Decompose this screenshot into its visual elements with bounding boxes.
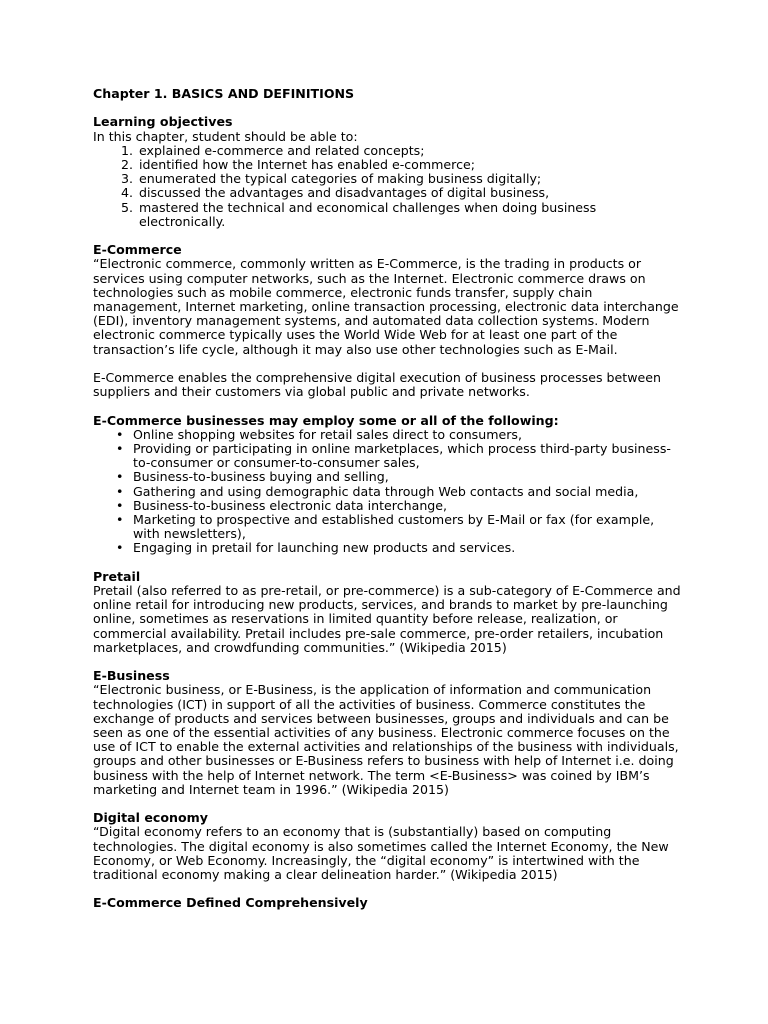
list-item bbox=[93, 428, 683, 442]
pretail-paragraph: Pretail (also referred to as pre-retail, or pre-commerce) is a sub-category of E-Commerce and online retail for introducing new products, services, and brands to market by pre-launching online, sometimes as reservations in limited quantity before release, realization, or commercial availability. Pretail includes pre-sale commerce, pre-order retailers, incubation marketplaces, and crowdfunding communities.” (Wikipedia 2015) bbox=[93, 583, 681, 655]
bullet-icon: • bbox=[116, 469, 124, 485]
spacer bbox=[93, 882, 683, 896]
list-item bbox=[93, 485, 683, 499]
ebusiness-heading: E-Business bbox=[93, 668, 170, 684]
digital-economy-heading: Digital economy bbox=[93, 810, 208, 826]
objective-item bbox=[93, 158, 683, 172]
ecommerce-paragraph-1: “Electronic commerce, commonly written as E-Commerce, is the trading in products or services using computer networks, such as the Internet. Electronic commerce draws on technologies such as mobile commerce, electronic funds transfer, supply chain management, Internet marketing, online transaction processing, electronic data interchange (EDI), inventory management systems, and automated data collection systems. Modern electronic commerce typically uses the World Wide Web for at least one part of the transaction’s life cycle, although it may also use other technologies such as E-Mail. bbox=[93, 256, 679, 357]
ecommerce-defined-heading: E-Commerce Defined Comprehensively bbox=[93, 895, 368, 911]
learning-objectives-intro: In this chapter, student should be able to: bbox=[93, 128, 358, 144]
bullet-icon: • bbox=[116, 441, 124, 457]
digital-economy-paragraph: “Digital economy refers to an economy that is (substantially) based on computing technologies. The digital economy is also sometimes called the Internet Economy, the New Economy, or Web Economy. Increasingly, the “digital economy” is intertwined with the traditional economy making a clear delineation harder.” (Wikipedia 2015) bbox=[93, 824, 669, 883]
pretail-heading: Pretail bbox=[93, 568, 141, 584]
item-number: 5. bbox=[120, 199, 133, 215]
document-page bbox=[93, 87, 683, 911]
objective-item bbox=[93, 144, 683, 158]
bullet-icon: • bbox=[116, 497, 124, 513]
item-text: mastered the technical and economical challenges when doing business electronically. bbox=[139, 199, 597, 229]
item-number: 4. bbox=[120, 185, 133, 201]
list-item bbox=[93, 499, 683, 513]
item-number: 2. bbox=[120, 157, 133, 172]
learning-objectives-list bbox=[93, 144, 683, 229]
objective-item bbox=[93, 172, 683, 186]
bullet-icon: • bbox=[116, 483, 124, 499]
item-text: explained e-commerce and related concepts; bbox=[139, 142, 425, 158]
bullet-icon: • bbox=[116, 540, 124, 556]
item-number: 3. bbox=[120, 171, 133, 187]
bullet-icon: • bbox=[116, 512, 124, 528]
item-text: identified how the Internet has enabled e-commerce; bbox=[139, 157, 475, 172]
businesses-heading: E-Commerce businesses may employ some or all of the following: bbox=[93, 412, 559, 428]
spacer bbox=[93, 655, 683, 669]
ebusiness-paragraph: “Electronic business, or E-Business, is the application of information and communication technologies (ICT) in support of all the activities of business. Commerce constitutes the exchange of products and services between businesses, groups and individuals and can be seen as one of the essential activities of any business. Electronic commerce focuses on the use of ICT to enable the external activities and relationships of the business with individuals, groups and other businesses or E-Business refers to business with help of Internet i.e. doing business with the help of Internet network. The term <E-Business> was coined by IBM’s marketing and Internet team in 1996.” (Wikipedia 2015) bbox=[93, 682, 679, 797]
spacer bbox=[93, 556, 683, 570]
objective-item bbox=[93, 186, 683, 200]
item-text: Business-to-business buying and selling, bbox=[133, 469, 389, 485]
item-text: Engaging in pretail for launching new products and services. bbox=[133, 540, 516, 556]
spacer bbox=[93, 357, 683, 371]
list-item bbox=[93, 470, 683, 484]
spacer bbox=[93, 229, 683, 243]
businesses-list bbox=[93, 428, 683, 556]
spacer bbox=[93, 797, 683, 811]
item-number: 1. bbox=[120, 142, 133, 158]
item-text: discussed the advantages and disadvantages of digital business, bbox=[139, 185, 550, 201]
item-text: Providing or participating in online marketplaces, which process third-party business- to-consumer or consumer-to-consumer sales, bbox=[133, 441, 671, 471]
list-item bbox=[93, 442, 683, 470]
item-text: Gathering and using demographic data through Web contacts and social media, bbox=[133, 483, 639, 499]
ecommerce-heading: E-Commerce bbox=[93, 242, 182, 258]
item-text: Marketing to prospective and established customers by E-Mail or fax (for example, with newsletters), bbox=[133, 512, 655, 542]
spacer bbox=[93, 101, 683, 115]
objective-item bbox=[93, 201, 683, 229]
list-item bbox=[93, 513, 683, 541]
item-text: Online shopping websites for retail sales direct to consumers, bbox=[133, 426, 522, 442]
bullet-icon: • bbox=[116, 426, 124, 442]
list-item bbox=[93, 541, 683, 555]
spacer bbox=[93, 399, 683, 413]
chapter-title: Chapter 1. BASICS AND DEFINITIONS bbox=[93, 86, 355, 101]
item-text: enumerated the typical categories of making business digitally; bbox=[139, 171, 542, 187]
learning-objectives-heading: Learning objectives bbox=[93, 114, 233, 130]
ecommerce-paragraph-2: E-Commerce enables the comprehensive digital execution of business processes between suppliers and their customers via global public and private networks. bbox=[93, 370, 662, 400]
item-text: Business-to-business electronic data interchange, bbox=[133, 497, 448, 513]
